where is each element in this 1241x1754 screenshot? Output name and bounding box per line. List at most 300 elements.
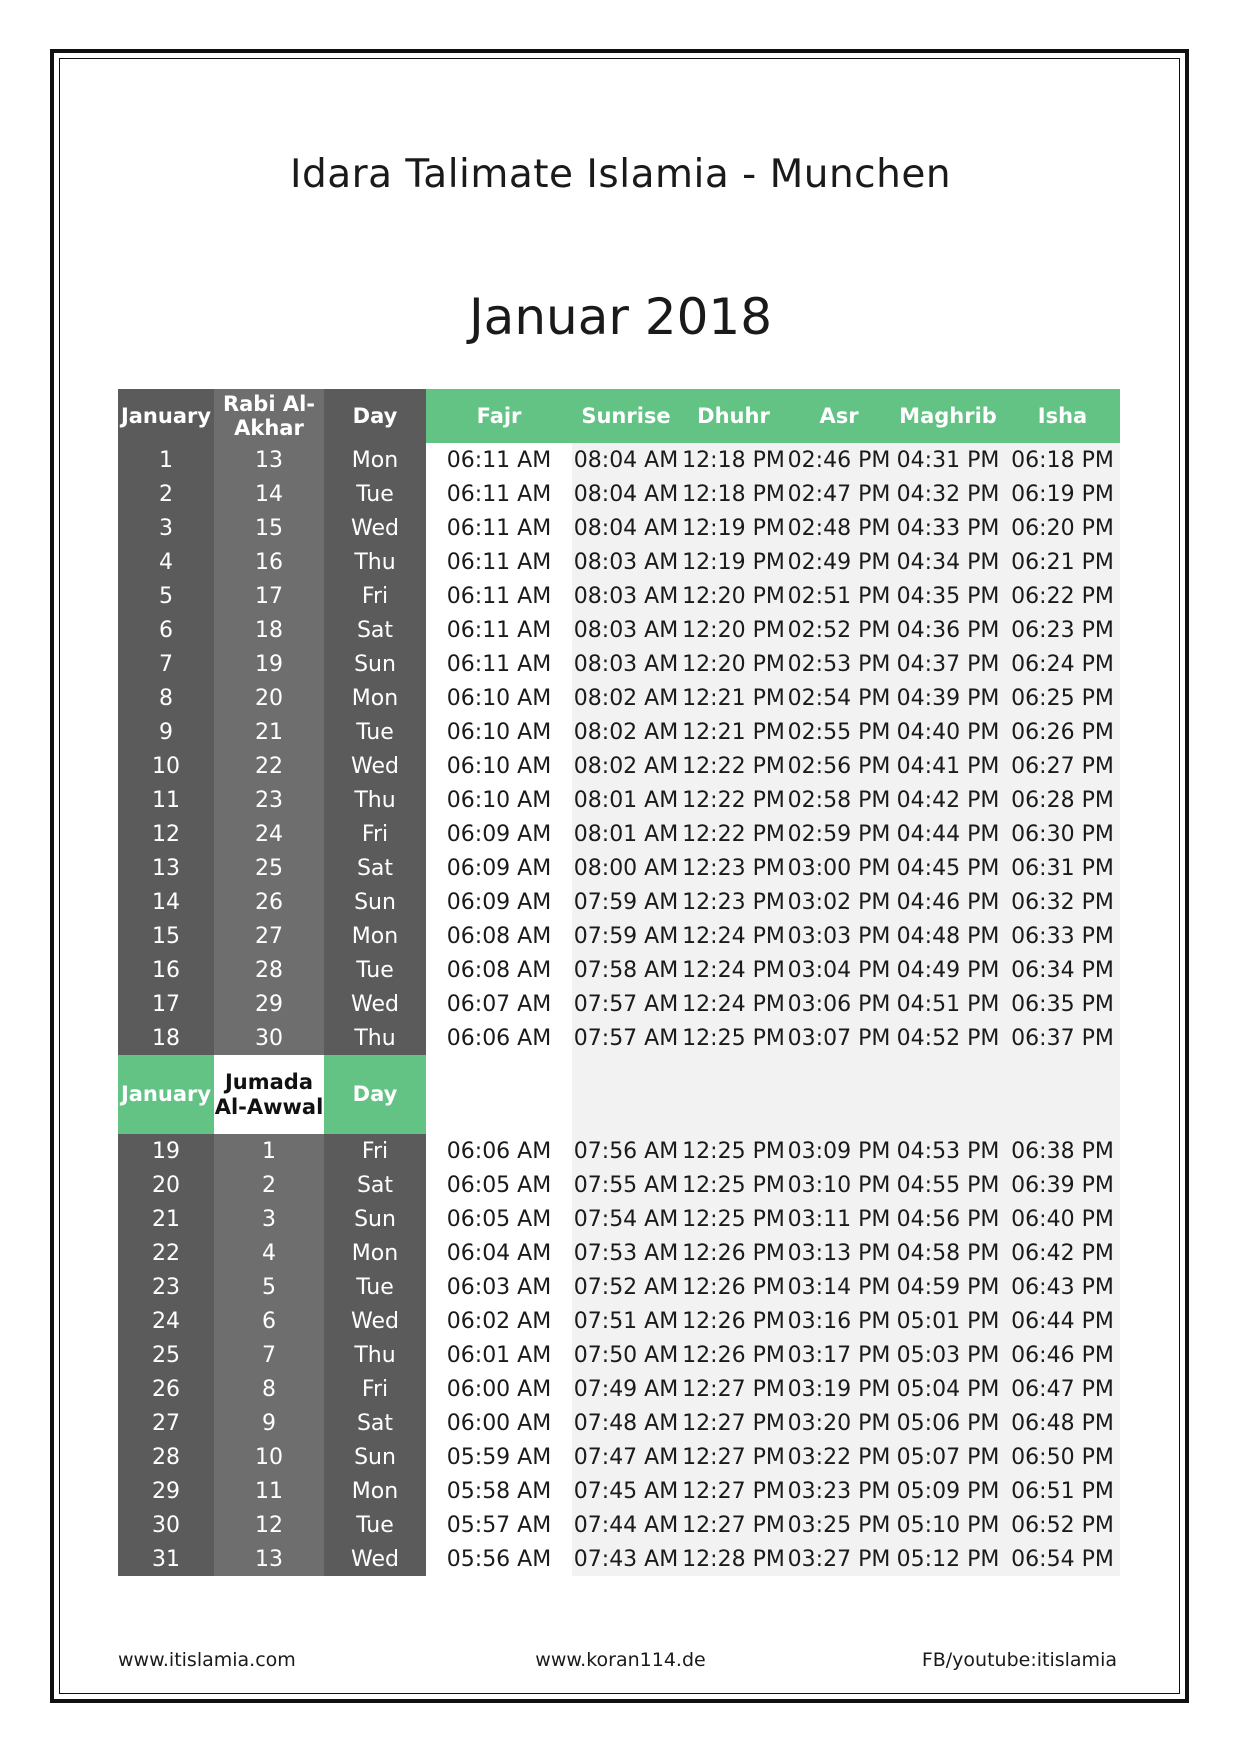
dhuhr-time: 12:22 PM	[680, 783, 787, 817]
col-header-day: Day	[324, 389, 426, 443]
footer-social: FB/youtube:itislamia	[921, 1649, 1117, 1671]
table-row	[118, 477, 1120, 511]
gregorian-date: 20	[118, 1168, 214, 1202]
asr-time: 02:54 PM	[787, 681, 891, 715]
fajr-time: 06:05 AM	[426, 1202, 572, 1236]
table-row	[118, 1440, 1120, 1474]
maghrib-time: 04:40 PM	[891, 715, 1005, 749]
sunrise-time: 07:51 AM	[572, 1304, 680, 1338]
gregorian-date: 9	[118, 715, 214, 749]
asr-time: 03:13 PM	[787, 1236, 891, 1270]
fajr-time: 06:09 AM	[426, 817, 572, 851]
blank-cell	[426, 1055, 572, 1134]
maghrib-time: 04:45 PM	[891, 851, 1005, 885]
prayer-times-table	[118, 389, 1120, 1576]
maghrib-time: 05:07 PM	[891, 1440, 1005, 1474]
gregorian-date: 1	[118, 443, 214, 477]
asr-time: 03:03 PM	[787, 919, 891, 953]
hijri-date: 24	[214, 817, 324, 851]
sunrise-time: 08:02 AM	[572, 749, 680, 783]
dhuhr-time: 12:19 PM	[680, 545, 787, 579]
col-header-day-2: Day	[324, 1055, 426, 1134]
col-header-hijri-month-2: Jumada Al-Awwal	[214, 1055, 324, 1134]
isha-time: 06:32 PM	[1005, 885, 1120, 919]
maghrib-time: 04:39 PM	[891, 681, 1005, 715]
hijri-date: 13	[214, 443, 324, 477]
maghrib-time: 04:37 PM	[891, 647, 1005, 681]
asr-time: 03:04 PM	[787, 953, 891, 987]
col-header-hijri-month: Rabi Al-Akhar	[214, 389, 324, 443]
month-title: Januar 2018	[468, 288, 773, 346]
asr-time: 03:00 PM	[787, 851, 891, 885]
dhuhr-time: 12:26 PM	[680, 1270, 787, 1304]
weekday: Mon	[324, 1236, 426, 1270]
dhuhr-time: 12:20 PM	[680, 613, 787, 647]
dhuhr-time: 12:24 PM	[680, 953, 787, 987]
fajr-time: 06:09 AM	[426, 885, 572, 919]
gregorian-date: 25	[118, 1338, 214, 1372]
isha-time: 06:47 PM	[1005, 1372, 1120, 1406]
gregorian-date: 30	[118, 1508, 214, 1542]
dhuhr-time: 12:21 PM	[680, 681, 787, 715]
hijri-date: 3	[214, 1202, 324, 1236]
maghrib-time: 04:35 PM	[891, 579, 1005, 613]
fajr-time: 05:56 AM	[426, 1542, 572, 1576]
weekday: Thu	[324, 783, 426, 817]
weekday: Mon	[324, 919, 426, 953]
table-row	[118, 647, 1120, 681]
fajr-time: 06:02 AM	[426, 1304, 572, 1338]
table-row	[118, 443, 1120, 477]
dhuhr-time: 12:26 PM	[680, 1338, 787, 1372]
isha-time: 06:35 PM	[1005, 987, 1120, 1021]
hijri-date: 2	[214, 1168, 324, 1202]
table-row	[118, 817, 1120, 851]
maghrib-time: 05:01 PM	[891, 1304, 1005, 1338]
dhuhr-time: 12:27 PM	[680, 1372, 787, 1406]
gregorian-date: 14	[118, 885, 214, 919]
fajr-time: 06:11 AM	[426, 443, 572, 477]
isha-time: 06:33 PM	[1005, 919, 1120, 953]
isha-time: 06:46 PM	[1005, 1338, 1120, 1372]
col-header-dhuhr: Dhuhr	[680, 389, 787, 443]
organization-title: Idara Talimate Islamia - Munchen	[289, 152, 952, 197]
sunrise-time: 07:43 AM	[572, 1542, 680, 1576]
fajr-time: 06:00 AM	[426, 1372, 572, 1406]
section-rabi-al-akhar	[118, 443, 1120, 1055]
dhuhr-time: 12:25 PM	[680, 1168, 787, 1202]
sunrise-time: 08:03 AM	[572, 613, 680, 647]
isha-time: 06:44 PM	[1005, 1304, 1120, 1338]
blank-cell	[787, 1055, 891, 1134]
sunrise-time: 07:54 AM	[572, 1202, 680, 1236]
weekday: Wed	[324, 749, 426, 783]
blank-cell	[680, 1055, 787, 1134]
maghrib-time: 04:58 PM	[891, 1236, 1005, 1270]
asr-time: 02:58 PM	[787, 783, 891, 817]
isha-time: 06:23 PM	[1005, 613, 1120, 647]
maghrib-time: 05:03 PM	[891, 1338, 1005, 1372]
maghrib-time: 05:12 PM	[891, 1542, 1005, 1576]
dhuhr-time: 12:18 PM	[680, 477, 787, 511]
dhuhr-time: 12:20 PM	[680, 579, 787, 613]
dhuhr-time: 12:24 PM	[680, 987, 787, 1021]
sunrise-time: 07:50 AM	[572, 1338, 680, 1372]
maghrib-time: 04:31 PM	[891, 443, 1005, 477]
table-row	[118, 1021, 1120, 1055]
footer-website-center: www.koran114.de	[535, 1649, 706, 1671]
weekday: Mon	[324, 681, 426, 715]
weekday: Sun	[324, 1202, 426, 1236]
second-header-row	[118, 1055, 1120, 1134]
header-row	[118, 389, 1120, 443]
hijri-date: 11	[214, 1474, 324, 1508]
asr-time: 02:48 PM	[787, 511, 891, 545]
maghrib-time: 04:48 PM	[891, 919, 1005, 953]
table-row	[118, 1304, 1120, 1338]
table-row	[118, 1270, 1120, 1304]
sunrise-time: 07:48 AM	[572, 1406, 680, 1440]
table-row	[118, 851, 1120, 885]
asr-time: 03:06 PM	[787, 987, 891, 1021]
fajr-time: 05:57 AM	[426, 1508, 572, 1542]
asr-time: 02:52 PM	[787, 613, 891, 647]
fajr-time: 06:11 AM	[426, 579, 572, 613]
sunrise-time: 07:59 AM	[572, 919, 680, 953]
isha-time: 06:38 PM	[1005, 1134, 1120, 1168]
dhuhr-time: 12:26 PM	[680, 1304, 787, 1338]
sunrise-time: 08:02 AM	[572, 681, 680, 715]
table-row	[118, 681, 1120, 715]
isha-time: 06:21 PM	[1005, 545, 1120, 579]
sunrise-time: 07:57 AM	[572, 1021, 680, 1055]
dhuhr-time: 12:23 PM	[680, 851, 787, 885]
fajr-time: 06:10 AM	[426, 783, 572, 817]
hijri-date: 5	[214, 1270, 324, 1304]
asr-time: 02:51 PM	[787, 579, 891, 613]
weekday: Tue	[324, 1508, 426, 1542]
asr-time: 03:23 PM	[787, 1474, 891, 1508]
dhuhr-time: 12:27 PM	[680, 1440, 787, 1474]
sunrise-time: 08:03 AM	[572, 647, 680, 681]
hijri-date: 26	[214, 885, 324, 919]
isha-time: 06:19 PM	[1005, 477, 1120, 511]
maghrib-time: 04:36 PM	[891, 613, 1005, 647]
fajr-time: 06:10 AM	[426, 681, 572, 715]
weekday: Sat	[324, 851, 426, 885]
sunrise-time: 08:04 AM	[572, 511, 680, 545]
asr-time: 03:07 PM	[787, 1021, 891, 1055]
isha-time: 06:30 PM	[1005, 817, 1120, 851]
hijri-date: 15	[214, 511, 324, 545]
asr-time: 03:20 PM	[787, 1406, 891, 1440]
hijri-date: 29	[214, 987, 324, 1021]
hijri-date: 8	[214, 1372, 324, 1406]
gregorian-date: 23	[118, 1270, 214, 1304]
weekday: Sat	[324, 1168, 426, 1202]
table-row	[118, 1542, 1120, 1576]
weekday: Sun	[324, 1440, 426, 1474]
isha-time: 06:48 PM	[1005, 1406, 1120, 1440]
fajr-time: 06:00 AM	[426, 1406, 572, 1440]
gregorian-date: 12	[118, 817, 214, 851]
gregorian-date: 18	[118, 1021, 214, 1055]
gregorian-date: 4	[118, 545, 214, 579]
asr-time: 03:14 PM	[787, 1270, 891, 1304]
fajr-time: 06:11 AM	[426, 613, 572, 647]
weekday: Sun	[324, 885, 426, 919]
isha-time: 06:28 PM	[1005, 783, 1120, 817]
isha-time: 06:22 PM	[1005, 579, 1120, 613]
weekday: Sat	[324, 613, 426, 647]
weekday: Wed	[324, 1304, 426, 1338]
hijri-date: 30	[214, 1021, 324, 1055]
table-row	[118, 1474, 1120, 1508]
weekday: Fri	[324, 1372, 426, 1406]
isha-time: 06:43 PM	[1005, 1270, 1120, 1304]
isha-time: 06:26 PM	[1005, 715, 1120, 749]
blank-cell	[891, 1055, 1005, 1134]
maghrib-time: 04:32 PM	[891, 477, 1005, 511]
hijri-date: 13	[214, 1542, 324, 1576]
table-row	[118, 1338, 1120, 1372]
asr-time: 03:16 PM	[787, 1304, 891, 1338]
maghrib-time: 04:52 PM	[891, 1021, 1005, 1055]
maghrib-time: 05:04 PM	[891, 1372, 1005, 1406]
blank-cell	[1005, 1055, 1120, 1134]
table-row	[118, 1236, 1120, 1270]
table-row	[118, 987, 1120, 1021]
asr-time: 03:27 PM	[787, 1542, 891, 1576]
sunrise-time: 07:47 AM	[572, 1440, 680, 1474]
fajr-time: 06:11 AM	[426, 545, 572, 579]
weekday: Tue	[324, 953, 426, 987]
fajr-time: 06:08 AM	[426, 919, 572, 953]
fajr-time: 05:58 AM	[426, 1474, 572, 1508]
maghrib-time: 05:10 PM	[891, 1508, 1005, 1542]
fajr-time: 06:01 AM	[426, 1338, 572, 1372]
maghrib-time: 04:53 PM	[891, 1134, 1005, 1168]
isha-time: 06:27 PM	[1005, 749, 1120, 783]
weekday: Thu	[324, 1338, 426, 1372]
isha-time: 06:37 PM	[1005, 1021, 1120, 1055]
isha-time: 06:24 PM	[1005, 647, 1120, 681]
gregorian-date: 17	[118, 987, 214, 1021]
table-row	[118, 749, 1120, 783]
dhuhr-time: 12:27 PM	[680, 1474, 787, 1508]
footer-website-left: www.itislamia.com	[118, 1649, 296, 1671]
hijri-date: 14	[214, 477, 324, 511]
fajr-time: 06:03 AM	[426, 1270, 572, 1304]
hijri-date: 6	[214, 1304, 324, 1338]
hijri-date: 20	[214, 681, 324, 715]
gregorian-date: 31	[118, 1542, 214, 1576]
weekday: Mon	[324, 443, 426, 477]
fajr-time: 06:09 AM	[426, 851, 572, 885]
dhuhr-time: 12:18 PM	[680, 443, 787, 477]
col-header-january-2: January	[118, 1055, 214, 1134]
dhuhr-time: 12:26 PM	[680, 1236, 787, 1270]
weekday: Sun	[324, 647, 426, 681]
isha-time: 06:42 PM	[1005, 1236, 1120, 1270]
isha-time: 06:50 PM	[1005, 1440, 1120, 1474]
hijri-date: 28	[214, 953, 324, 987]
asr-time: 02:59 PM	[787, 817, 891, 851]
asr-time: 02:47 PM	[787, 477, 891, 511]
weekday: Wed	[324, 511, 426, 545]
gregorian-date: 13	[118, 851, 214, 885]
table-row	[118, 1168, 1120, 1202]
asr-time: 03:09 PM	[787, 1134, 891, 1168]
weekday: Thu	[324, 545, 426, 579]
maghrib-time: 05:06 PM	[891, 1406, 1005, 1440]
maghrib-time: 04:46 PM	[891, 885, 1005, 919]
hijri-date: 25	[214, 851, 324, 885]
sunrise-time: 07:53 AM	[572, 1236, 680, 1270]
weekday: Tue	[324, 477, 426, 511]
maghrib-time: 04:33 PM	[891, 511, 1005, 545]
fajr-time: 06:08 AM	[426, 953, 572, 987]
gregorian-date: 11	[118, 783, 214, 817]
maghrib-time: 04:42 PM	[891, 783, 1005, 817]
table-row	[118, 1372, 1120, 1406]
asr-time: 03:10 PM	[787, 1168, 891, 1202]
sunrise-time: 07:56 AM	[572, 1134, 680, 1168]
sunrise-time: 08:01 AM	[572, 783, 680, 817]
dhuhr-time: 12:28 PM	[680, 1542, 787, 1576]
asr-time: 03:11 PM	[787, 1202, 891, 1236]
col-header-maghrib: Maghrib	[891, 389, 1005, 443]
hijri-date: 10	[214, 1440, 324, 1474]
dhuhr-time: 12:25 PM	[680, 1021, 787, 1055]
weekday: Sat	[324, 1406, 426, 1440]
hijri-date: 16	[214, 545, 324, 579]
fajr-time: 05:59 AM	[426, 1440, 572, 1474]
dhuhr-time: 12:25 PM	[680, 1202, 787, 1236]
hijri-date: 22	[214, 749, 324, 783]
hijri-date: 27	[214, 919, 324, 953]
sunrise-time: 08:01 AM	[572, 817, 680, 851]
asr-time: 03:25 PM	[787, 1508, 891, 1542]
table-row	[118, 885, 1120, 919]
isha-time: 06:20 PM	[1005, 511, 1120, 545]
weekday: Fri	[324, 579, 426, 613]
hijri-date: 17	[214, 579, 324, 613]
isha-time: 06:40 PM	[1005, 1202, 1120, 1236]
weekday: Wed	[324, 1542, 426, 1576]
gregorian-date: 8	[118, 681, 214, 715]
col-header-asr: Asr	[787, 389, 891, 443]
gregorian-date: 2	[118, 477, 214, 511]
hijri-date: 23	[214, 783, 324, 817]
isha-time: 06:34 PM	[1005, 953, 1120, 987]
asr-time: 02:56 PM	[787, 749, 891, 783]
gregorian-date: 19	[118, 1134, 214, 1168]
hijri-date: 21	[214, 715, 324, 749]
weekday: Fri	[324, 1134, 426, 1168]
sunrise-time: 08:04 AM	[572, 477, 680, 511]
sunrise-time: 08:03 AM	[572, 579, 680, 613]
isha-time: 06:25 PM	[1005, 681, 1120, 715]
asr-time: 02:46 PM	[787, 443, 891, 477]
table-row	[118, 579, 1120, 613]
gregorian-date: 27	[118, 1406, 214, 1440]
isha-time: 06:52 PM	[1005, 1508, 1120, 1542]
gregorian-date: 6	[118, 613, 214, 647]
asr-time: 03:19 PM	[787, 1372, 891, 1406]
table-row	[118, 1134, 1120, 1168]
sunrise-time: 07:49 AM	[572, 1372, 680, 1406]
sunrise-time: 08:00 AM	[572, 851, 680, 885]
hijri-date: 9	[214, 1406, 324, 1440]
maghrib-time: 04:49 PM	[891, 953, 1005, 987]
dhuhr-time: 12:27 PM	[680, 1508, 787, 1542]
fajr-time: 06:11 AM	[426, 511, 572, 545]
maghrib-time: 04:56 PM	[891, 1202, 1005, 1236]
table-row	[118, 1508, 1120, 1542]
hijri-date: 18	[214, 613, 324, 647]
gregorian-date: 28	[118, 1440, 214, 1474]
gregorian-date: 16	[118, 953, 214, 987]
maghrib-time: 04:51 PM	[891, 987, 1005, 1021]
dhuhr-time: 12:21 PM	[680, 715, 787, 749]
hijri-date: 19	[214, 647, 324, 681]
gregorian-date: 21	[118, 1202, 214, 1236]
sunrise-time: 08:04 AM	[572, 443, 680, 477]
sunrise-time: 07:55 AM	[572, 1168, 680, 1202]
asr-time: 02:53 PM	[787, 647, 891, 681]
maghrib-time: 05:09 PM	[891, 1474, 1005, 1508]
dhuhr-time: 12:24 PM	[680, 919, 787, 953]
table-row	[118, 953, 1120, 987]
dhuhr-time: 12:22 PM	[680, 817, 787, 851]
gregorian-date: 22	[118, 1236, 214, 1270]
table-row	[118, 1406, 1120, 1440]
hijri-date: 7	[214, 1338, 324, 1372]
maghrib-time: 04:41 PM	[891, 749, 1005, 783]
dhuhr-time: 12:27 PM	[680, 1406, 787, 1440]
gregorian-date: 10	[118, 749, 214, 783]
fajr-time: 06:11 AM	[426, 647, 572, 681]
gregorian-date: 24	[118, 1304, 214, 1338]
weekday: Tue	[324, 1270, 426, 1304]
maghrib-time: 04:44 PM	[891, 817, 1005, 851]
fajr-time: 06:05 AM	[426, 1168, 572, 1202]
section-jumada-al-awwal	[118, 1134, 1120, 1576]
isha-time: 06:54 PM	[1005, 1542, 1120, 1576]
dhuhr-time: 12:25 PM	[680, 1134, 787, 1168]
table-row	[118, 545, 1120, 579]
hijri-date: 1	[214, 1134, 324, 1168]
asr-time: 02:55 PM	[787, 715, 891, 749]
col-header-january: January	[118, 389, 214, 443]
fajr-time: 06:04 AM	[426, 1236, 572, 1270]
col-header-isha: Isha	[1005, 389, 1120, 443]
sunrise-time: 07:52 AM	[572, 1270, 680, 1304]
dhuhr-time: 12:22 PM	[680, 749, 787, 783]
isha-time: 06:18 PM	[1005, 443, 1120, 477]
asr-time: 03:22 PM	[787, 1440, 891, 1474]
fajr-time: 06:10 AM	[426, 749, 572, 783]
gregorian-date: 26	[118, 1372, 214, 1406]
isha-time: 06:31 PM	[1005, 851, 1120, 885]
col-header-sunrise: Sunrise	[572, 389, 680, 443]
gregorian-date: 15	[118, 919, 214, 953]
asr-time: 03:02 PM	[787, 885, 891, 919]
table-row	[118, 511, 1120, 545]
hijri-date: 4	[214, 1236, 324, 1270]
gregorian-date: 29	[118, 1474, 214, 1508]
